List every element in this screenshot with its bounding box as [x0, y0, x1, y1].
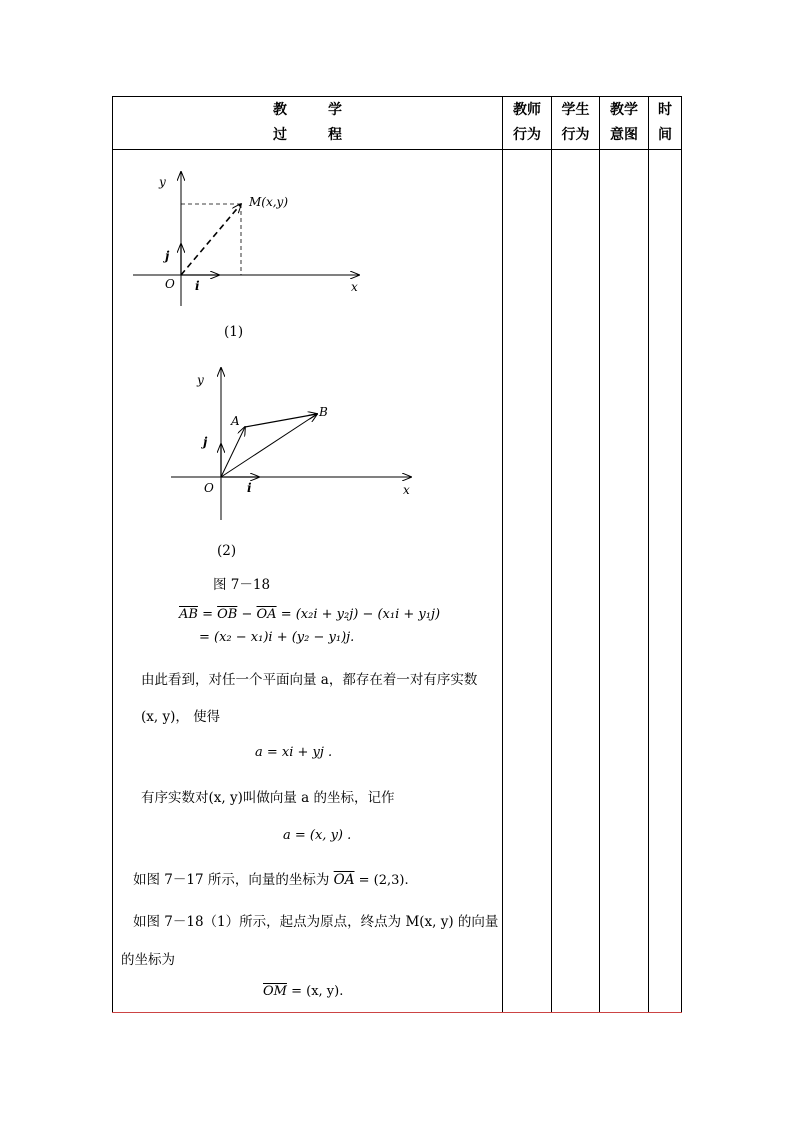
vector-oa-symbol: $\overline{OA}$	[333, 872, 355, 888]
header-line: 意图	[610, 127, 638, 143]
header-char: 过	[273, 127, 287, 143]
figure-title: 图 7－18	[213, 577, 271, 593]
header-char: 教	[273, 102, 287, 118]
header-line: 间	[658, 127, 672, 143]
content-cell	[113, 150, 503, 1013]
header-line: 时	[658, 102, 672, 118]
figure-1-caption: (1)	[224, 324, 244, 340]
x-axis-label: x	[403, 483, 410, 497]
equation-om	[263, 984, 343, 999]
paragraph-1-line1: 由此看到，对任一个平面向量 a，都存在着一对有序实数	[141, 672, 478, 688]
header-row	[113, 97, 682, 150]
j-label: j	[165, 249, 170, 263]
figure-2-diagram	[163, 360, 423, 528]
i-label: i	[195, 279, 200, 293]
paragraph-4-line2: 的坐标为	[121, 952, 175, 968]
header-time	[649, 97, 682, 150]
vector-ob-symbol: $\overline{OB}$	[217, 607, 238, 622]
y-axis-label: y	[159, 175, 166, 189]
equation-ab-line2: = (x₂ − x₁)i + (y₂ − y₁)j.	[199, 630, 355, 645]
equation-ab-line1: $\overline{AB} = \overline{OB} - \overline{OA} = (x_2i + y_2j) - (x_1i + y_1j)$	[179, 607, 441, 622]
content-row	[113, 150, 682, 1013]
equation-a-xy: a = (x, y) .	[283, 828, 352, 843]
vector-oa-symbol: $\overline{OA}$	[256, 607, 277, 622]
header-student-behavior	[552, 97, 600, 150]
point-m-label: M(x,y)	[249, 195, 289, 209]
header-char: 程	[328, 127, 342, 143]
vector-om-symbol: $\overline{OM}$	[263, 984, 287, 999]
vector-om	[181, 204, 241, 275]
header-line: 教师	[513, 102, 541, 118]
paragraph-2: 有序实数对(x, y)叫做向量 a 的坐标，记作	[141, 790, 395, 806]
paragraph-4-line1: 如图 7－18（1）所示，起点为原点，终点为 M(x, y) 的向量	[133, 914, 499, 930]
j-label: j	[203, 435, 208, 449]
paragraph-3	[133, 868, 409, 888]
header-line: 行为	[561, 127, 590, 143]
origin-label: O	[165, 277, 175, 291]
x-axis-label: x	[351, 280, 358, 294]
figure-2-caption: (2)	[217, 543, 237, 559]
point-b-label: B	[319, 405, 328, 419]
figure-1-diagram	[123, 164, 363, 309]
paragraph-3-value: = (2,3).	[354, 873, 409, 888]
origin-label: O	[204, 481, 214, 495]
teaching-intent-cell	[600, 150, 649, 1013]
equation-om-value: = (x, y).	[286, 984, 344, 999]
equation-a-xi-yj: a = xi + yj .	[255, 745, 333, 760]
header-teaching-process	[113, 97, 503, 150]
header-line: 学生	[561, 102, 590, 118]
header-line: 教学	[610, 102, 638, 118]
header-char: 学	[328, 102, 342, 118]
i-label: i	[247, 481, 252, 495]
header-teaching-intent	[600, 97, 649, 150]
teacher-behavior-cell	[503, 150, 552, 1013]
time-cell	[649, 150, 682, 1013]
equation-rhs1: = (x₂i + y₂j) − (x₁i + y₁j)	[280, 607, 441, 622]
vector-ab-symbol: $\overline{AB}$	[179, 607, 198, 622]
lesson-table	[112, 96, 682, 1013]
paragraph-1-line2: (x, y)， 使得	[141, 709, 221, 725]
header-line: 行为	[513, 127, 541, 143]
student-behavior-cell	[552, 150, 600, 1013]
header-teacher-behavior	[503, 97, 552, 150]
paragraph-3-text: 如图 7－17 所示，向量的坐标为	[133, 872, 334, 888]
y-axis-label: y	[197, 373, 204, 387]
point-a-label: A	[231, 414, 240, 428]
